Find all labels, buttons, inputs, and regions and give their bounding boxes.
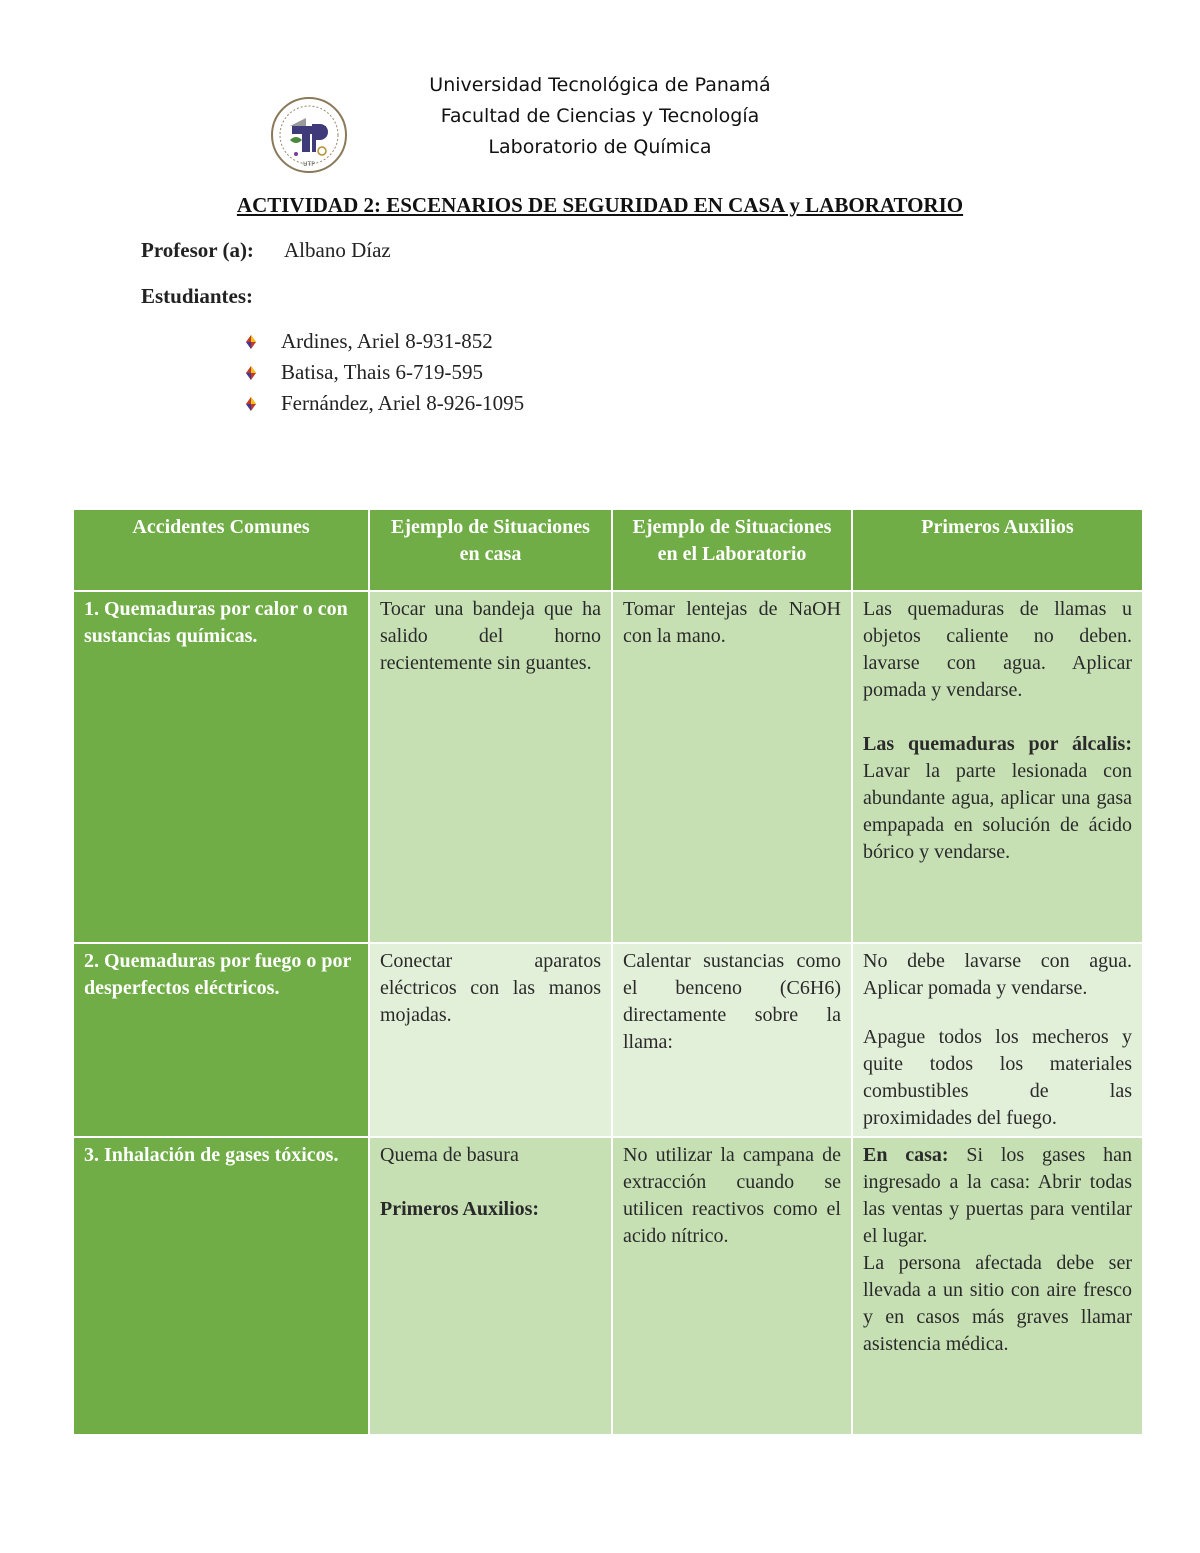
home-example-cell [369, 1137, 612, 1435]
home-example-bold [380, 1196, 601, 1223]
lab-example-cell: Calentar sustancias como el benceno (C6H6) directamente sobre la llama: [612, 943, 852, 1137]
column-header: Accidentes Comunes [73, 509, 369, 591]
document-title: ACTIVIDAD 2: ESCENARIOS DE SEGURIDAD EN CASA y LABORATORIO [236, 193, 964, 217]
first-aid-label: Primeros Auxilios: [380, 1198, 540, 1220]
first-aid-text [863, 731, 1132, 866]
first-aid-cell [852, 591, 1143, 943]
student-name: Ardines, Ariel 8-931-852 [281, 329, 493, 353]
first-aid-bold: Las quemaduras por álcalis: [863, 733, 1132, 755]
lab-example-cell: Tomar lentejas de NaOH con la mano. [612, 591, 852, 943]
lab-name: Laboratorio de Química [488, 136, 712, 158]
arrow-bullet-icon [243, 365, 259, 381]
students-list [243, 326, 524, 419]
arrow-bullet-icon [243, 396, 259, 412]
logo-text: UTP [303, 161, 315, 168]
table-row [73, 943, 1143, 1137]
first-aid-body: Lavar la parte lesionada con abundante agua, aplicar una gasa empapada en solución de ácido bórico y vendarse. [863, 760, 1132, 863]
institution-name: Universidad Tecnológica de Panamá [429, 74, 771, 96]
student-item [243, 388, 524, 419]
professor-label: Profesor (a): [141, 238, 254, 262]
table-row [73, 591, 1143, 943]
first-aid-cell [852, 1137, 1143, 1435]
column-header: Ejemplo de Situaciones en casa [369, 509, 612, 591]
student-item [243, 326, 524, 357]
faculty-name: Facultad de Ciencias y Tecnología [440, 105, 760, 127]
first-aid-bold: En casa: [863, 1144, 949, 1166]
first-aid-text: Apague todos los mecheros y quite todos los materiales combustibles de las proximidades del fuego. [863, 1026, 1132, 1129]
table-row [73, 1137, 1143, 1435]
accident-cell: 3. Inhalación de gases tóxicos. [73, 1137, 369, 1435]
first-aid-text [863, 1142, 1132, 1250]
safety-table [72, 508, 1144, 1436]
home-example-text: Quema de basura [380, 1144, 519, 1166]
students-label: Estudiantes: [141, 284, 254, 308]
column-header: Primeros Auxilios [852, 509, 1143, 591]
first-aid-body: Si los gases han ingresado a la casa: Abrir todas las ventas y puertas para ventilar el lugar. [863, 1144, 1132, 1247]
student-item [243, 357, 524, 388]
first-aid-cell [852, 943, 1143, 1137]
student-name: Batisa, Thais 6-719-595 [281, 360, 484, 384]
first-aid-text: Las quemaduras de llamas u objetos caliente no deben. lavarse con agua. Aplicar pomada y vendarse. [863, 598, 1132, 701]
home-example-cell: Tocar una bandeja que ha salido del horno recientemente sin guantes. [369, 591, 612, 943]
student-name: Fernández, Ariel 8-926-1095 [281, 391, 525, 415]
first-aid-text: No debe lavarse con agua. Aplicar pomada y vendarse. [863, 950, 1132, 999]
professor-name: Albano Díaz [284, 238, 391, 262]
first-aid-text: La persona afectada debe ser llevada a un sitio con aire fresco y en casos más graves llamar asistencia médica. [863, 1252, 1132, 1355]
accident-cell: 1. Quemaduras por calor o con sustancias químicas. [73, 591, 369, 943]
lab-example-cell: No utilizar la campana de extracción cuando se utilicen reactivos como el acido nítrico. [612, 1137, 852, 1435]
table-header-row [73, 509, 1143, 591]
professor-line [141, 238, 391, 263]
accident-cell: 2. Quemaduras por fuego o por desperfectos eléctricos. [73, 943, 369, 1137]
home-example-cell: Conectar aparatos eléctricos con las manos mojadas. [369, 943, 612, 1137]
column-header: Ejemplo de Situaciones en el Laboratorio [612, 509, 852, 591]
arrow-bullet-icon [243, 334, 259, 350]
